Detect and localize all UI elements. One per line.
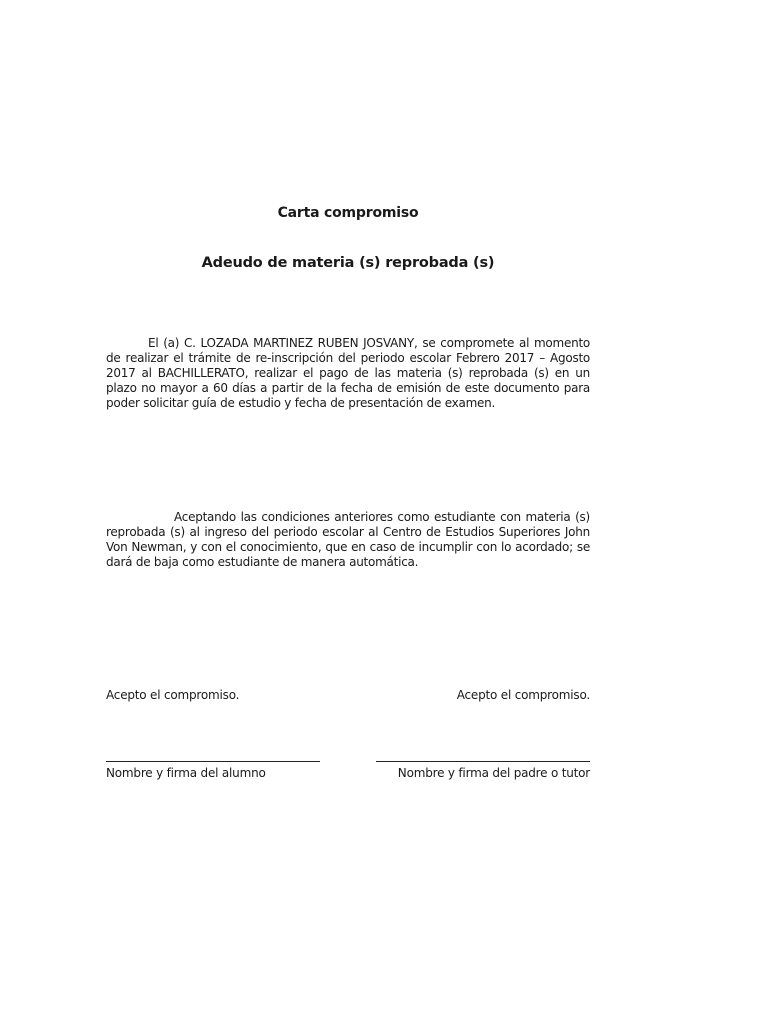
- document-subtitle: Adeudo de materia (s) reprobada (s): [201, 255, 495, 271]
- accept-commitment-student: Acepto el compromiso.: [106, 688, 240, 702]
- signature-line-student: [106, 761, 320, 762]
- signature-label-student: Nombre y firma del alumno: [106, 766, 266, 780]
- signature-line-guardian: [376, 761, 590, 762]
- acceptance-paragraph: Aceptando las condiciones anteriores como estudiante con materia (s) reprobada (s) al ingreso del periodo escolar al Centro de Estudios Superiores John Von Newman, y con el conocimiento, que en caso de incumplir con lo acordado; se dará de baja como estudiante de manera automática.: [106, 510, 590, 569]
- accept-commitment-guardian: Acepto el compromiso.: [456, 688, 590, 702]
- document-title: Carta compromiso: [277, 205, 419, 221]
- commitment-paragraph: El (a) C. LOZADA MARTINEZ RUBEN JOSVANY, se compromete al momento de realizar el trámite de re-inscripción del periodo escolar Febrero 2017 – Agosto 2017 al BACHILLERATO, realizar el pago de las materia (s) reprobada (s) en un plazo no mayor a 60 días a partir de la fecha de emisión de este documento para poder solicitar guía de estudio y fecha de presentación de examen.: [106, 336, 590, 410]
- signature-label-guardian: Nombre y firma del padre o tutor: [397, 766, 590, 780]
